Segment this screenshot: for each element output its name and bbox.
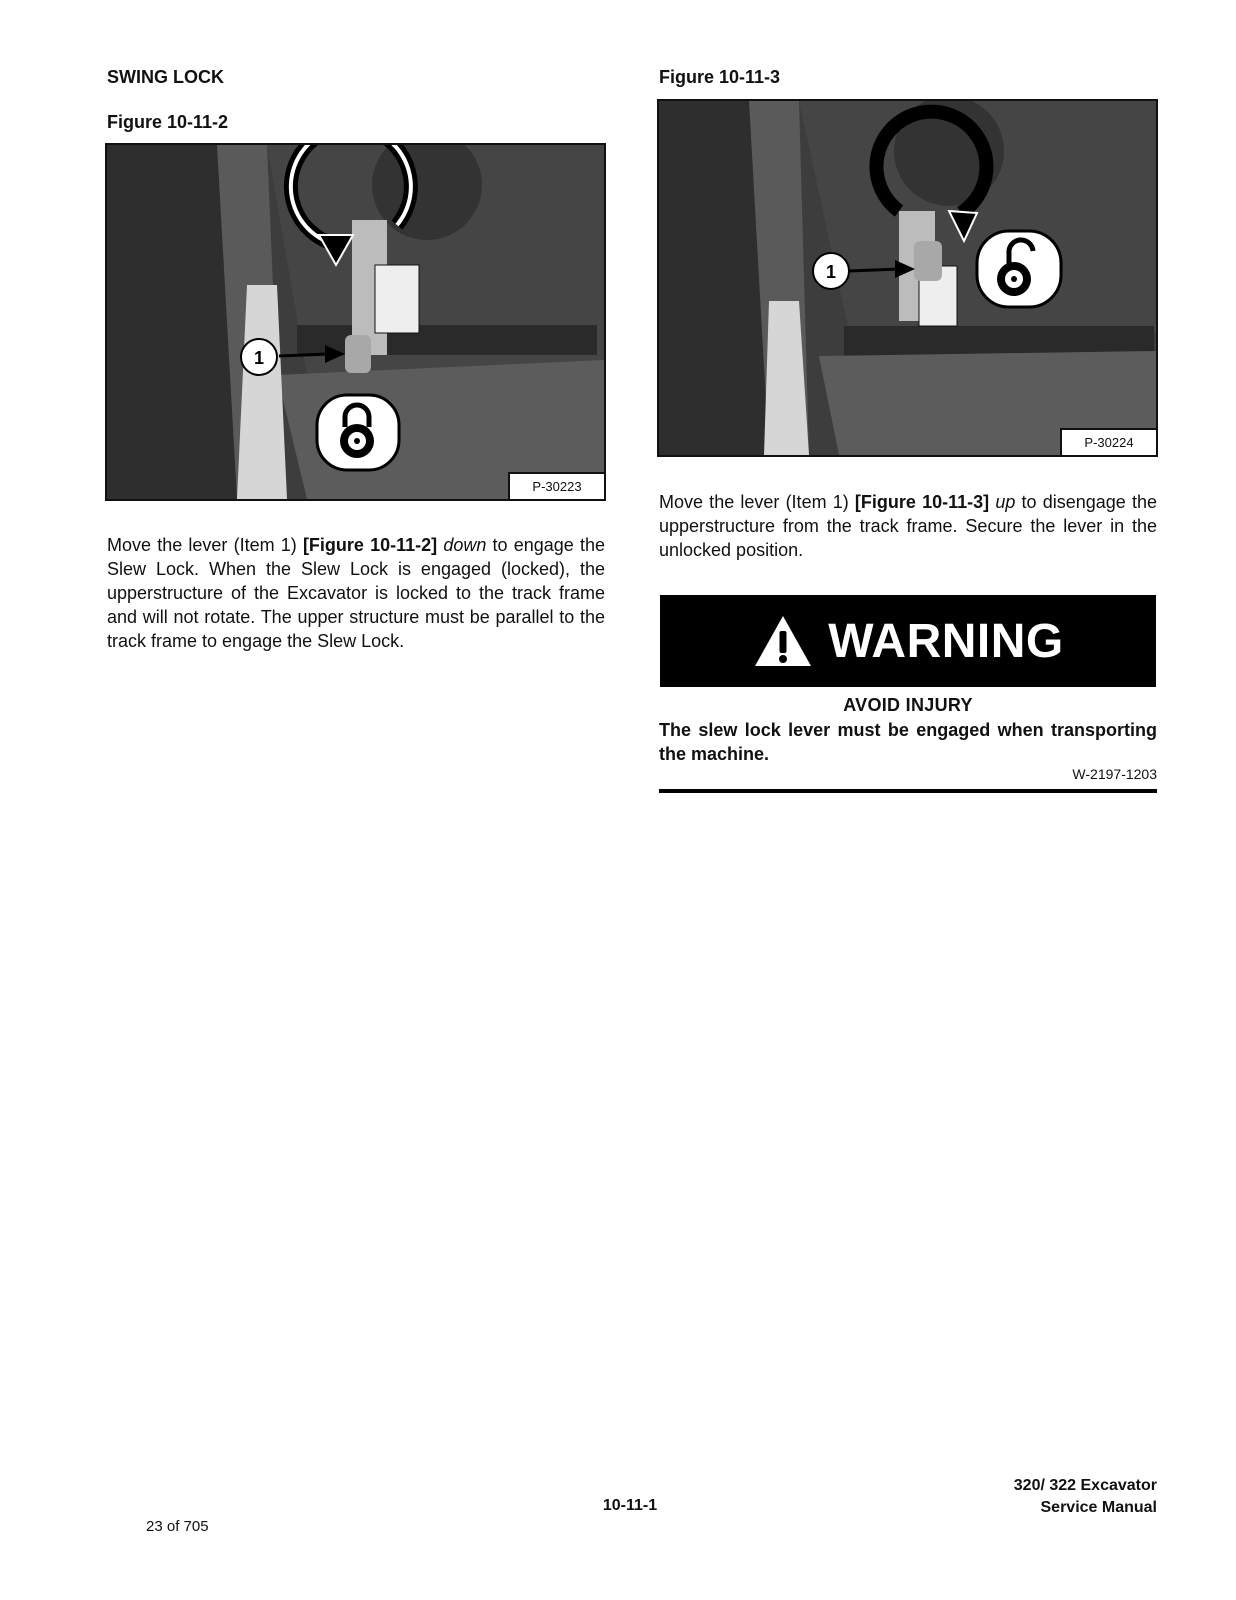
warning-body: The slew lock lever must be engaged when transporting the machine. (659, 720, 1157, 764)
instruction-paragraph: Move the lever (Item 1) [Figure 10-11-3] up to disengage the upperstructure from the track frame. Secure the lever in the unlocked position. (659, 492, 1157, 560)
figure-label: Figure 10-11-3 (659, 67, 781, 87)
figure-reference: [Figure 10-11-3] (854, 492, 990, 512)
page-count: 23 of 705 (146, 1518, 209, 1535)
section-title: SWING LOCK (107, 67, 224, 87)
callout-number: 1 (253, 348, 265, 368)
figure-photo-lever-down (105, 143, 606, 501)
warning-banner (660, 595, 1156, 687)
photo-code: P-30224 (1060, 428, 1156, 455)
photo-code: P-30223 (508, 472, 604, 499)
warning-code: W-2197-1203 (1072, 766, 1157, 782)
figure-label: Figure 10-11-2 (107, 112, 229, 132)
page-number: 10-11-1 (602, 1497, 658, 1514)
manual-title: 320/ 322 Excavator Service Manual (1013, 1477, 1157, 1516)
warning-triangle-icon (752, 613, 814, 669)
warning-divider (659, 789, 1157, 793)
figure-reference: [Figure 10-11-2] (302, 535, 438, 555)
callout-number: 1 (825, 262, 837, 282)
figure-photo-lever-up (657, 99, 1158, 457)
instruction-paragraph: Move the lever (Item 1) [Figure 10-11-2] down to engage the Slew Lock. When the Slew Lock is engaged (locked), the upperstructure of the Excavator is locked to the track frame and will not rotate. The upper structure must be parallel to the track frame to engage the Slew Lock. (107, 535, 605, 651)
warning-title: WARNING (828, 614, 1064, 668)
warning-heading: AVOID INJURY (843, 695, 973, 715)
